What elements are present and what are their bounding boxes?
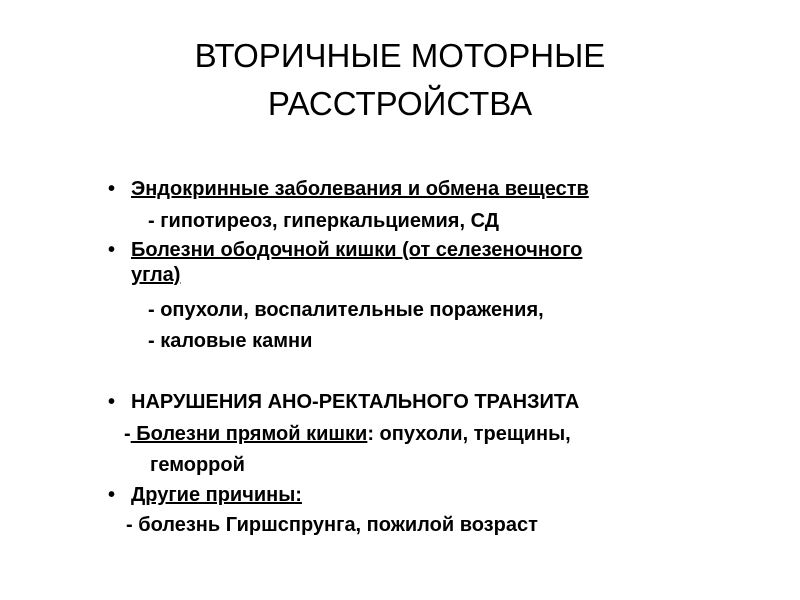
anorectal-sub-dash: - — [124, 423, 131, 445]
anorectal-sub-line-1 — [124, 421, 571, 447]
anorectal-sub-rest: : опухоли, трещины, — [367, 423, 571, 445]
endocrine-sub: - гипотиреоз, гиперкальциемия, СД — [148, 210, 500, 232]
colon-heading-line-2: угла) — [131, 264, 181, 286]
anorectal-heading: НАРУШЕНИЯ АНО-РЕКТАЛЬНОГО ТРАНЗИТА — [131, 391, 580, 413]
anorectal-sub-line-2: геморрой — [150, 454, 245, 476]
bullet-icon: • — [108, 484, 116, 506]
colon-sub-2: - каловые камни — [148, 330, 313, 352]
bullet-icon: • — [108, 239, 116, 261]
title-line-2: РАССТРОЙСТВА — [267, 85, 533, 122]
anorectal-sub-underlined: Болезни прямой кишки — [130, 423, 368, 445]
slide-title — [0, 32, 800, 128]
bullet-icon: • — [108, 178, 116, 200]
colon-sub-1: - опухоли, воспалительные поражения, — [148, 299, 544, 321]
title-line-1: ВТОРИЧНЫЕ МОТОРНЫЕ — [194, 37, 606, 74]
other-heading: Другие причины: — [131, 484, 302, 506]
other-sub: - болезнь Гиршспрунга, пожилой возраст — [126, 514, 538, 536]
endocrine-heading: Эндокринные заболевания и обмена веществ — [131, 178, 589, 200]
bullet-icon: • — [108, 391, 116, 413]
colon-heading-line-1: Болезни ободочной кишки (от селезеночного — [131, 239, 583, 261]
